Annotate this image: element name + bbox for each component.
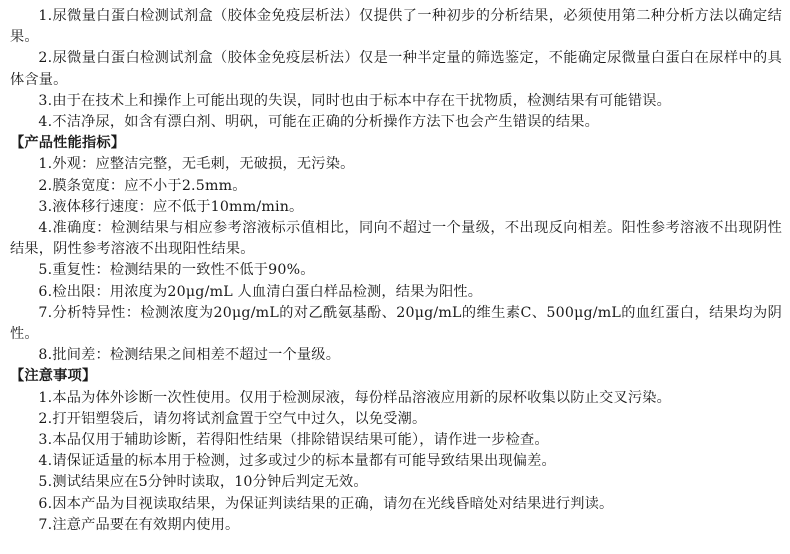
performance-item: 6.检出限：用浓度为20μg/mL 人血清白蛋白样品检测，结果为阳性。 <box>38 283 483 300</box>
performance-item: 5.重复性：检测结果的一致性不低于90%。 <box>38 262 315 279</box>
performance-section <box>10 133 782 366</box>
precaution-item: 7.注意产品要在有效期内使用。 <box>38 516 240 533</box>
precautions-section <box>10 366 782 536</box>
precaution-item: 2.打开铝塑袋后，请勿将试剂盒置于空气中过久，以免受潮。 <box>38 410 427 427</box>
performance-item: 2.膜条宽度：应不小于2.5mm。 <box>38 177 247 194</box>
precaution-item: 1.本品为体外诊断一次性使用。仅用于检测尿液，每份样品溶液应用新的尿杯收集以防止交叉污染。 <box>38 389 671 406</box>
performance-item: 1.外观：应整洁完整，无毛刺，无破损，无污染。 <box>38 156 355 173</box>
performance-item: 4.准确度：检测结果与相应参考溶液标示值相比，同向不超过一个量级，不出现反向相差。阳性参考溶液不出现阴性结果，阴性参考溶液不出现阳性结果。 <box>10 220 782 258</box>
precaution-item: 3.本品仅用于辅助诊断，若得阳性结果（排除错误结果可能），请作进一步检查。 <box>38 432 549 449</box>
performance-item: 8.批间差：检测结果之间相差不超过一个量级。 <box>38 347 341 364</box>
precaution-item: 5.测试结果应在5分钟时读取，10分钟后判定无效。 <box>38 474 368 491</box>
limitation-item: 1.尿微量白蛋白检测试剂盒（胶体金免疫层析法）仅提供了一种初步的分析结果，必须使用第二种分析方法以确定结果。 <box>10 8 782 46</box>
precaution-item: 4.请保证适量的标本用于检测，过多或过少的标本量都有可能导致结果出现偏差。 <box>38 453 556 470</box>
performance-item: 7.分析特异性：检测浓度为20μg/mL的对乙酰氨基酚、20μg/mL的维生素C、500μg/mL的血红蛋白，结果均为阴性。 <box>10 304 782 343</box>
precautions-heading: 【注意事项】 <box>10 368 97 385</box>
performance-heading: 【产品性能指标】 <box>10 135 126 152</box>
limitation-item: 3.由于在技术上和操作上可能出现的失误，同时也由于标本中存在干扰物质，检测结果有可能错误。 <box>38 92 671 109</box>
limitations-section <box>10 6 782 133</box>
performance-item: 3.液体移行速度：应不低于10mm/min。 <box>38 198 304 215</box>
precaution-item: 6.因本产品为目视读取结果，为保证判读结果的正确，请勿在光线昏暗处对结果进行判读。 <box>38 495 614 512</box>
limitation-item: 4.不洁净尿，如含有漂白剂、明矾，可能在正确的分析操作方法下也会产生错误的结果。 <box>38 114 600 131</box>
limitation-item: 2.尿微量白蛋白检测试剂盒（胶体金免疫层析法）仅是一种半定量的筛选鉴定，不能确定尿微量白蛋白在尿样中的具体含量。 <box>10 50 782 88</box>
